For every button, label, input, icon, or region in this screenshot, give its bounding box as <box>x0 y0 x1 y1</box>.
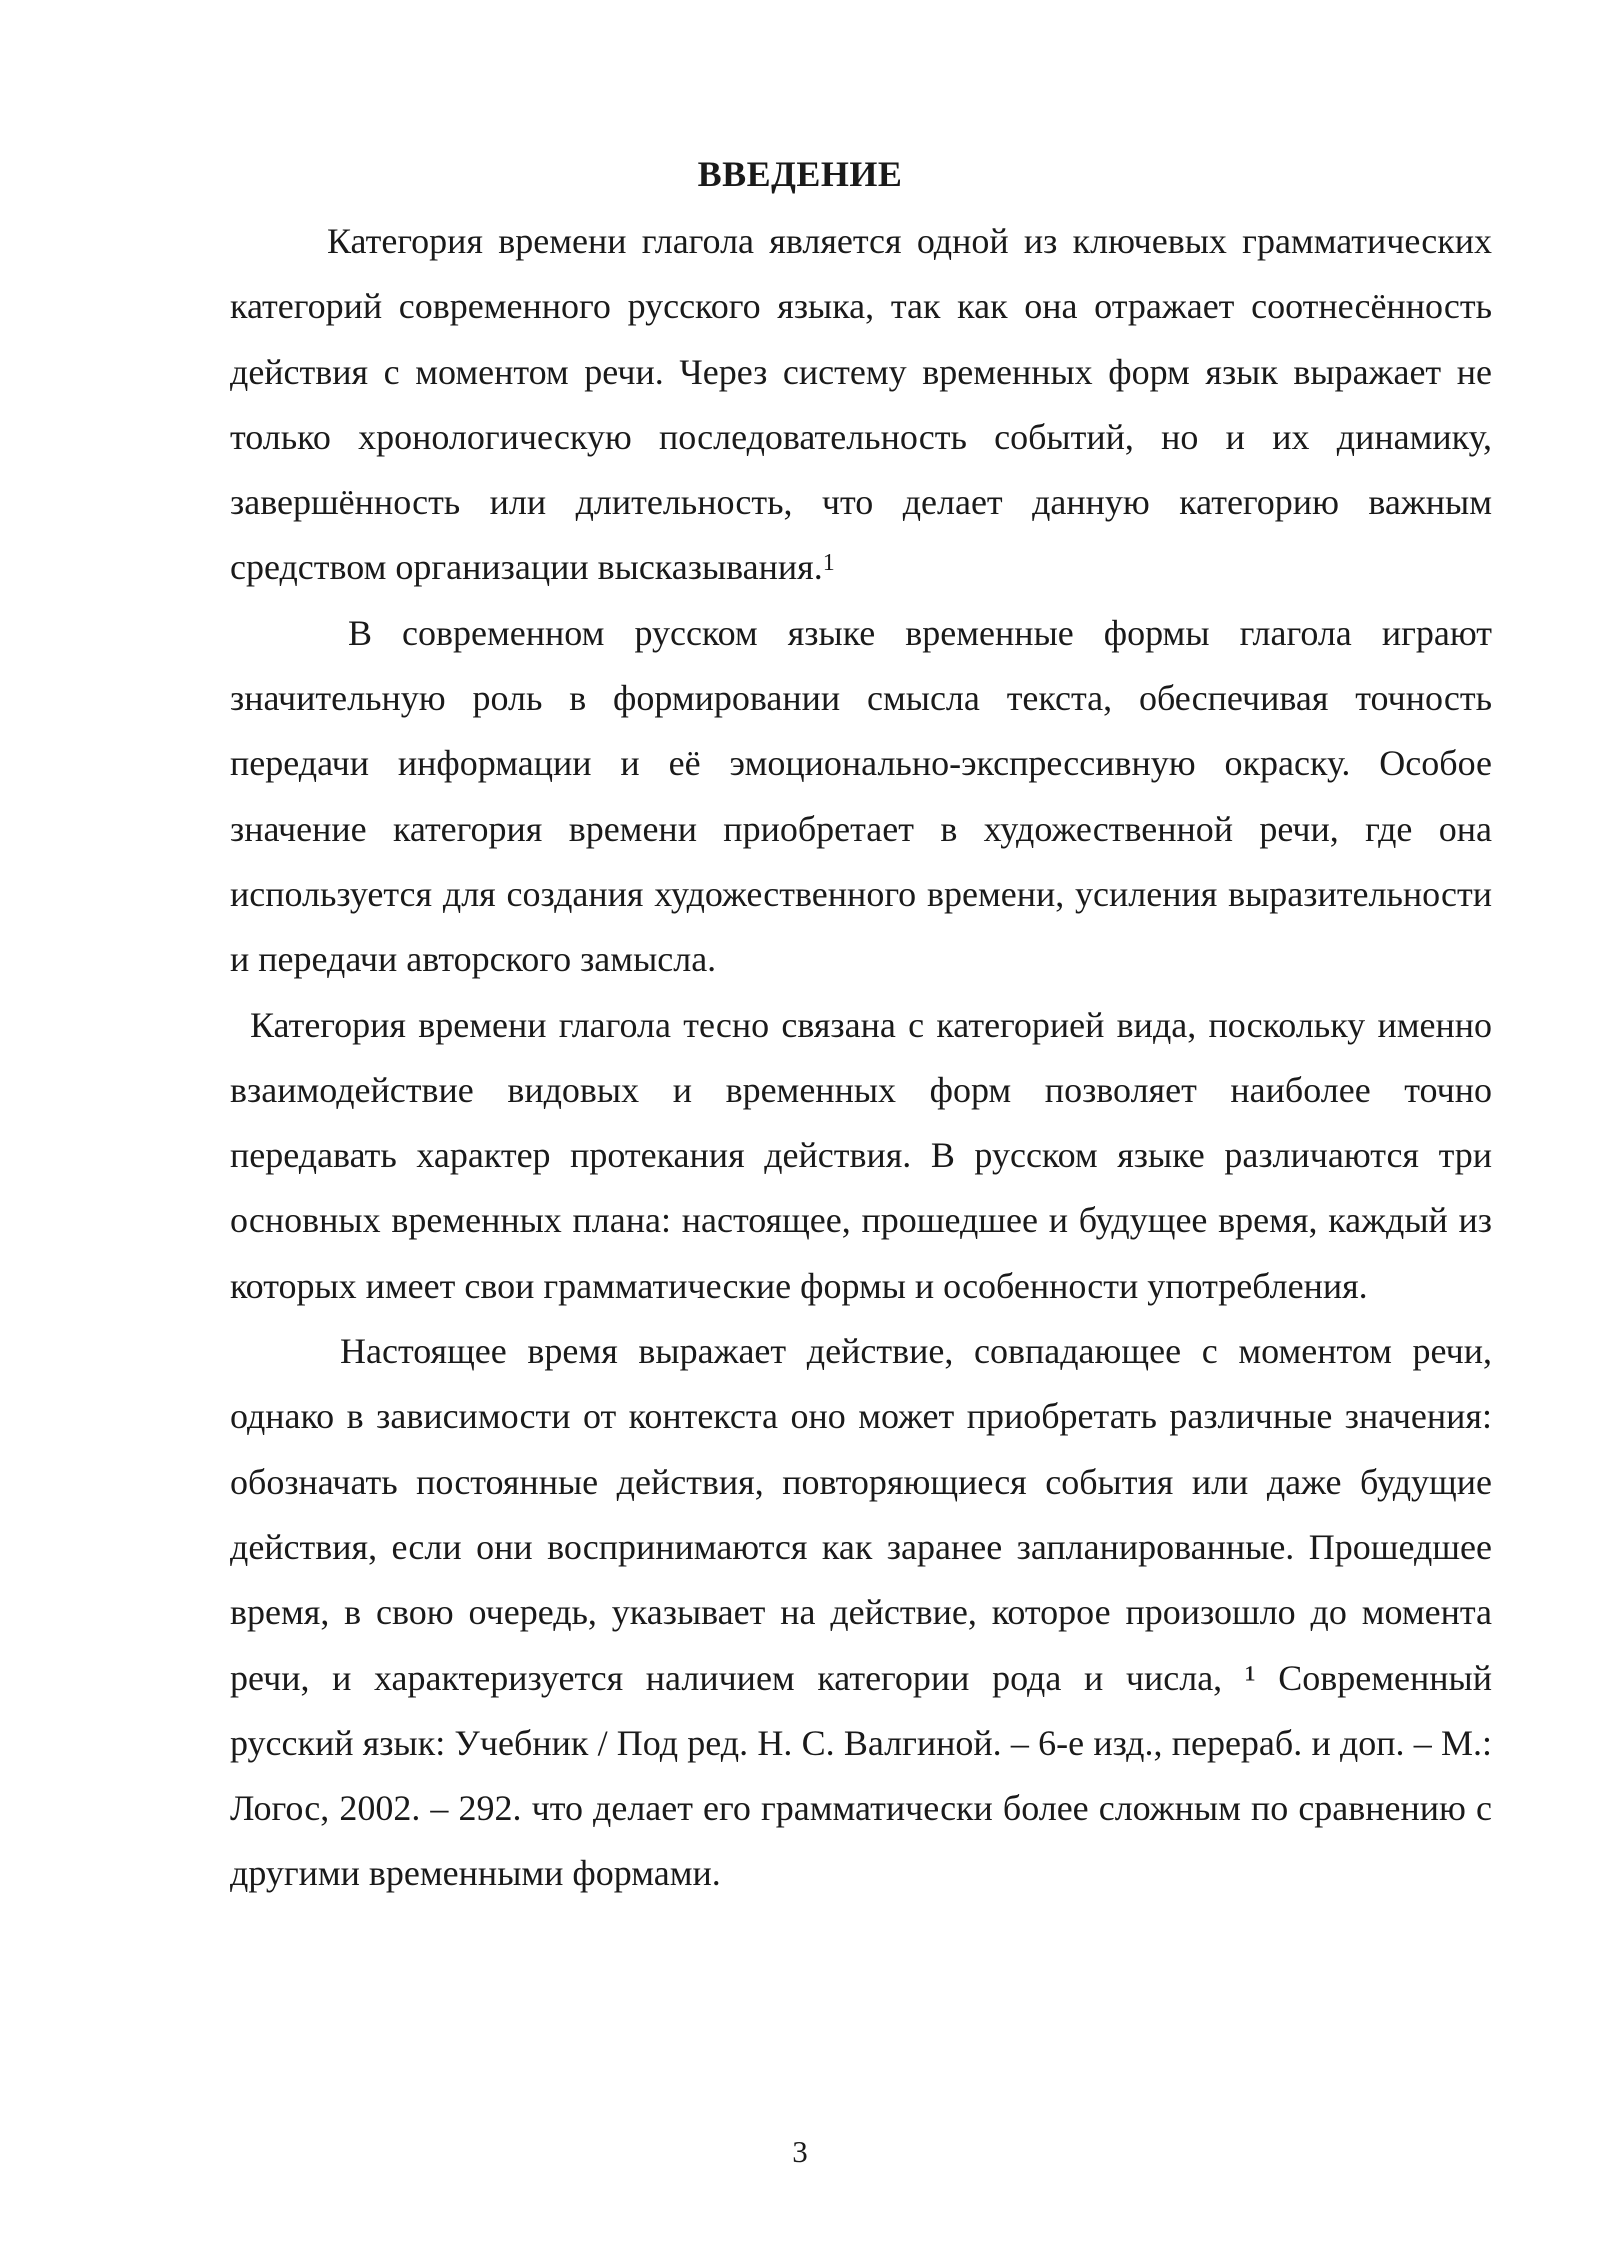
body-text <box>230 209 1492 1907</box>
paragraph-2 <box>230 601 1492 993</box>
inline-footnote-marker: ¹ <box>1244 1657 1256 1698</box>
paragraph-4-text-before: Настоящее время выражает действие, совпадающее с моментом речи, однако в зависимости от контекста оно может приобретать различные значения: обозначать постоянные действия, повторяющиеся события или даже будущие действия, если они воспринимаются как заранее запланированные. Прошедшее время, в свою очередь, указывает на действие, которое произошло до момента речи, и характеризуется наличием категории рода и числа, <box>230 1331 1492 1698</box>
paragraph-1-text: Категория времени глагола является одной из ключевых грамматических категорий современного русского языка, так как она отражает соотнесённость действия с моментом речи. Через систему временных форм язык выражает не только хронологическую последовательность событий, но и их динамику, завершённость или длительность, что делает данную категорию важным средством организации высказывания. <box>230 221 1492 588</box>
paragraph-4-text-after: Современный русский язык: Учебник / Под ред. Н. С. Валгиной. – 6-е изд., перераб. и доп. – М.: Логос, 2002. – 292. что делает его грамматически более сложным по сравнению с другими временными формами. <box>230 1657 1492 1894</box>
paragraph-3-text: Категория времени глагола тесно связана с категорией вида, поскольку именно взаимодействие видовых и временных форм позволяет наиболее точно передавать характер протекания действия. В русском языке различаются три основных временных плана: настоящее, прошедшее и будущее время, каждый из которых имеет свои грамматические формы и особенности употребления. <box>230 1004 1492 1306</box>
footnote-marker: 1 <box>822 550 835 577</box>
page-number: 3 <box>792 2134 808 2169</box>
paragraph-2-text: В современном русском языке временные формы глагола играют значительную роль в формировании смысла текста, обеспечивая точность передачи информации и её эмоционально-экспрессивную окраску. Особое значение категория времени приобретает в художественной речи, где она используется для создания художественного времени, усиления выразительности и передачи авторского замысла. <box>230 612 1492 980</box>
paragraph-1 <box>230 209 1492 601</box>
paragraph-3 <box>230 993 1492 1319</box>
paragraph-4 <box>230 1319 1492 1907</box>
page-heading: ВВЕДЕНИЕ <box>697 154 903 194</box>
